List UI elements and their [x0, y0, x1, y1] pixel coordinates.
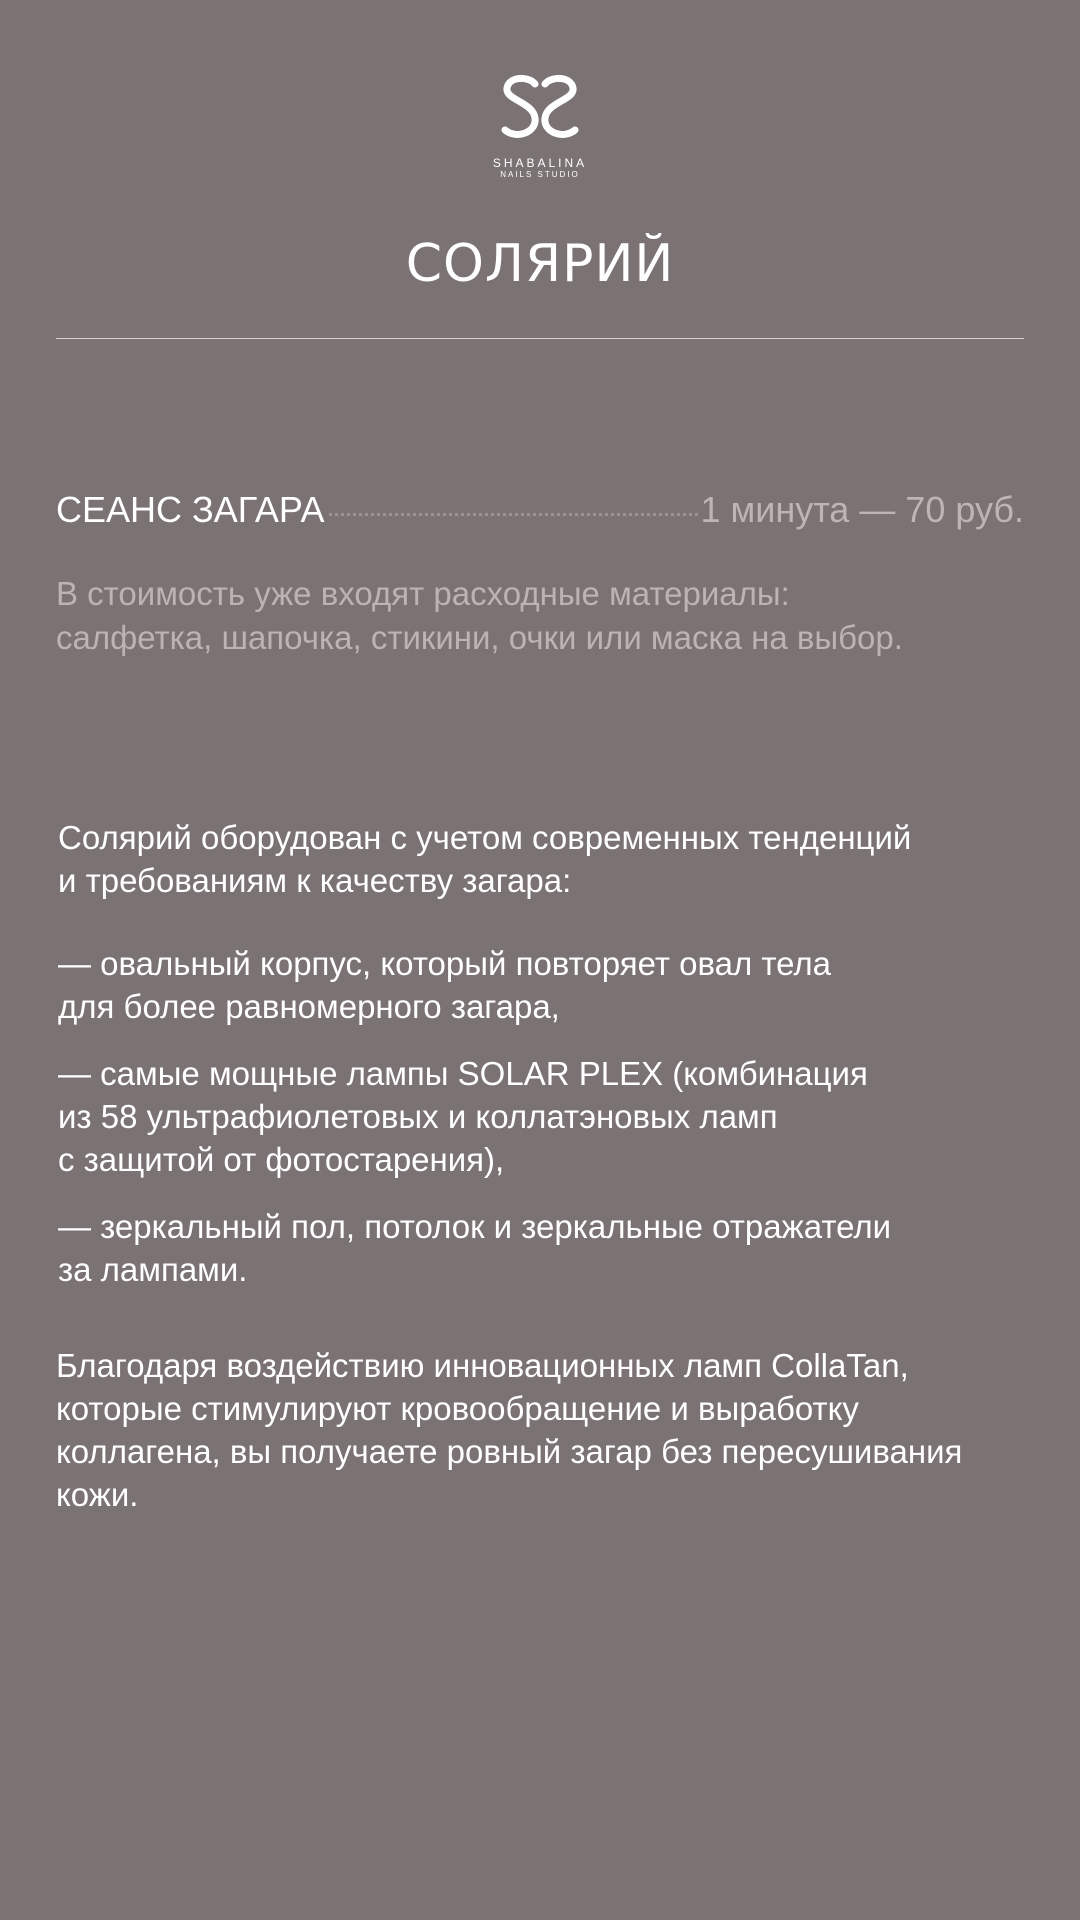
includes-line: В стоимость уже входят расходные материалы:: [56, 575, 790, 612]
dotted-leader: [329, 513, 699, 516]
brand-subtitle: NAILS STUDIO: [500, 170, 580, 179]
feature-item: [58, 1205, 1026, 1291]
feature-line: — зеркальный пол, потолок и зеркальные отражатели: [58, 1208, 892, 1245]
feature-line: за лампами.: [58, 1251, 248, 1288]
brand-name: SHABALINA: [492, 156, 588, 170]
outro-line: которые стимулируют кровообращение и выработку: [56, 1390, 859, 1427]
feature-item: [58, 942, 1026, 1028]
outro-paragraph: [56, 1344, 1024, 1516]
outro-line: Благодаря воздействию инновационных ламп CollaTan,: [56, 1347, 909, 1384]
feature-line: из 58 ультрафиолетовых и коллатэновых ламп: [58, 1098, 778, 1135]
feature-line: — овальный корпус, который повторяет овал тела: [58, 945, 832, 982]
feature-line: — самые мощные лампы SOLAR PLEX (комбинация: [58, 1055, 868, 1092]
brand-logo: [0, 70, 1080, 180]
ss-monogram-icon: [495, 70, 585, 150]
service-name: СЕАНС ЗАГАРА: [56, 489, 325, 530]
outro-line: коллагена, вы получаете ровный загар без пересушивания: [56, 1433, 963, 1470]
included-materials-note: [56, 572, 1024, 660]
feature-item: [58, 1052, 1026, 1181]
divider: [56, 338, 1024, 339]
intro-paragraph: [58, 816, 1026, 902]
intro-line: Солярий оборудован с учетом современных тенденций: [58, 819, 912, 856]
page-title: СОЛЯРИЙ: [405, 234, 675, 294]
service-price: 1 минута — 70 руб.: [700, 489, 1024, 530]
feature-line: для более равномерного загара,: [58, 988, 560, 1025]
intro-line: и требованиям к качеству загара:: [58, 862, 572, 899]
includes-line: салфетка, шапочка, стикини, очки или маска на выбор.: [56, 619, 903, 656]
service-price-row: [56, 486, 1024, 534]
outro-line: кожи.: [56, 1476, 139, 1513]
feature-line: с защитой от фотостарения),: [58, 1141, 505, 1178]
